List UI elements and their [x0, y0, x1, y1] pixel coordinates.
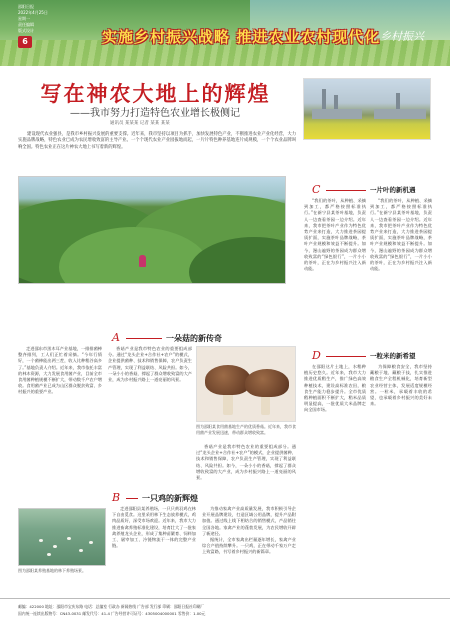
mushroom-cap: [205, 365, 251, 395]
article-headline: 写在神农大地上的辉煌: [40, 81, 271, 106]
masthead-line: 邵阳日报: [18, 4, 34, 9]
duck-shape: [39, 539, 43, 542]
article-subhead: ——我市努力打造特色农业增长极侧记: [70, 108, 240, 119]
section-b-header: [112, 492, 296, 504]
body-paragraph: 在邵阳这片土地上，水稻种植历史悠久。近年来，我市大力推进优质稻生产，推广绿色高效种植技术，建设高标准农田，粮食生产能力稳步提升。全市优质稻种植面积不断扩大，稻米品质明显提高，一批优质大米品牌走向全国市场。: [304, 364, 366, 413]
building-shape: [374, 109, 426, 119]
masthead-line: 责任编辑: [18, 22, 34, 27]
section-c-column-left: [304, 198, 366, 342]
duck-shape: [67, 537, 71, 540]
section-mark: A: [112, 331, 120, 344]
section-title: 一粒米的新希望: [370, 352, 416, 360]
body-paragraph: “我们的茶叶，从种植、采摘到加工，都严格按照标准执行。”在新宁县某茶叶基地，负责人一边查看茶园一边介绍。近年来，我市把茶叶产业作为特色优势产业来打造，大力推进茶园提质扩面，实施茶叶品牌战略，茶叶产业规模和效益不断提升。如今，漫山遍野的茶园成为群众增收致富的“绿色银行”，一片小小的茶叶，正在为乡村振兴注入新动能。: [370, 198, 432, 272]
section-a-header: [112, 332, 296, 344]
body-paragraph: 香菇产业是我市特色农业的重要组成部分。通过“龙头企业+合作社+农户”的模式，企业提供菌种、技术和销售保障，农户负责生产管理，实现了利益联结、风险共担。如今，一朵小小的香菇，撑起了群众增收致富的大产业，成为乡村振兴路上一道亮丽的风景。: [108, 346, 192, 383]
tea-garden-photo: [18, 176, 286, 284]
mushroom-caption: 图为邵阳某食用菌基地生产的优质香菇。近年来，我市食用菌产业发展迅速，带动群众增收致富。: [196, 424, 296, 435]
duck-shape: [47, 553, 51, 556]
article-lede: [18, 132, 296, 172]
section-rule: [126, 498, 138, 499]
section-d-header: [312, 350, 434, 362]
duck-shape: [79, 549, 83, 552]
lede-paragraph: 建设现代农业强县，是我市乡村振兴发展的重要支撑。近年来，我市坚持以项目为抓手，加快发展特色产业，不断推进农业产业化经营，大力实施品牌战略，特色农业已成为农民增收致富的主导产业。一个个现代农业产业园拔地而起，一片片特色种养基地连片成规模，一个个农业品牌叫响全国。特色农业正在这片神农大地上书写着新的辉煌。: [18, 132, 296, 150]
section-rule: [326, 190, 366, 191]
section-a-column-extra: [196, 444, 296, 488]
section-title: 一朵菇的新传奇: [166, 333, 222, 343]
section-c-header: [312, 184, 434, 196]
body-paragraph: “我们的茶叶，从种植、采摘到加工，都严格按照标准执行。”在新宁县某茶叶基地，负责人一边查看茶园一边介绍。近年来，我市把茶叶产业作为特色优势产业来打造，大力推进茶园提质扩面，实施茶叶品牌战略，茶叶产业规模和效益不断提升。如今，漫山遍野的茶园成为群众增收致富的“绿色银行”，一片小小的茶叶，正在为乡村振兴注入新动能。: [304, 198, 366, 272]
factory-photo: [303, 78, 431, 140]
duck-shape: [89, 541, 93, 544]
banner-stamp: 乡村振兴: [380, 30, 424, 43]
article-byline: 通讯员 某某某 记者 某某 某某: [110, 121, 170, 126]
section-rule: [126, 338, 162, 339]
section-rule: [326, 356, 366, 357]
masthead-line: 2022年4月25日: [18, 10, 48, 15]
mushroom-cap: [245, 369, 289, 397]
section-title: 一只鸡的新辉煌: [142, 493, 198, 503]
masthead-line: 星期一: [18, 16, 30, 21]
section-b-column-mid: [202, 506, 296, 594]
section-title: 一片叶的新机遇: [370, 186, 416, 194]
footer-line: 国内统一连续出版物号：CN43-0031 邮发代号：41-4 广告经营许可证号：4305004000001 零售价：1.00元: [18, 611, 206, 616]
page-number-badge: 6: [18, 36, 32, 48]
body-paragraph: 为保障粮食安全，我市坚持藏粮于地、藏粮于技，扎实推进粮食生产全程机械化，培育新型农业经营主体，发展适度规模经营。一粒米，承载着丰收的希望，也承载着乡村振兴的美好未来。: [370, 364, 432, 407]
body-paragraph: 为推动家禽产业高质量发展，我市积极引导企业开展品牌建设，打造区域公用品牌，提升产品附加值。通过线上线下相结合的销售模式，产品销往全国各地。家禽产业的蓬勃发展，为农民增收开辟了新途径。: [202, 506, 296, 536]
footer-line: 邮编：422000 地址：邵阳市宝庆东路 电话：总编室 行政办 新闻热线 广告部 发行部 印刷：邵阳日报社印刷厂: [18, 604, 205, 609]
building-shape: [312, 109, 362, 119]
duck-shape: [53, 545, 57, 548]
banner-slogan: 实施乡村振兴战略 推进农业农村现代化: [102, 28, 381, 46]
section-a-column-right: [108, 346, 192, 486]
section-mark: D: [312, 349, 321, 362]
tea-picker-figure: [139, 255, 146, 267]
body-paragraph: 据统计，全市家禽出栏量逐年增长，家禽产业综合产值持续攀升。一只鸡，正在带动千家万户走上致富路，书写着乡村振兴的新篇章。: [202, 537, 296, 555]
section-a-column-left: [18, 346, 102, 486]
mushroom-photo: [196, 346, 296, 422]
page-footer: [0, 598, 450, 640]
body-paragraph: 走进邵阳县某养殖场，一只只黄羽鸡在林下自由觅食。这里采用林下生态放养模式，鸡肉品质好，深受市场欢迎。近年来，我市大力推进畜禽养殖标准化建设，培育壮大了一批家禽养殖龙头企业，形成了集种苗繁育、饲料加工、屠宰加工、冷链物流于一体的完整产业链。: [112, 506, 196, 549]
section-mark: B: [112, 491, 121, 504]
body-paragraph: 香菇产业是我市特色农业的重要组成部分。通过“龙头企业+合作社+农户”的模式，企业提供菌种、技术和销售保障，农户负责生产管理，实现了利益联结、风险共担。如今，一朵小小的香菇，撑起了群众增收致富的大产业，成为乡村振兴路上一道亮丽的风景。: [196, 444, 296, 481]
section-mark: C: [312, 183, 321, 196]
section-c-column-right: [370, 198, 432, 342]
section-d-column-right: [370, 364, 432, 592]
masthead-line: 版式设计: [18, 28, 34, 33]
section-b-column-left: [112, 506, 196, 594]
body-paragraph: 走进邵东市黑木耳产业基地，一排排菌棒整齐排列，工人们正忙着采摘。“今年行情好，一个菌棒能出两三茬，收入比种稻谷高多了。”基地负责人介绍。近年来，我市依托丰富的林木资源，大力发展食用菌产业，目前全市食用菌种植规模不断扩大，带动数千户农户增收。食用菌产业已成为山区群众脱贫致富、乡村振兴的重要产业。: [18, 346, 102, 395]
duck-farm-photo: [18, 508, 106, 566]
duck-caption: 图为邵阳某养殖基地的林下养殖场景。: [18, 568, 86, 573]
section-d-column-left: [304, 364, 366, 592]
